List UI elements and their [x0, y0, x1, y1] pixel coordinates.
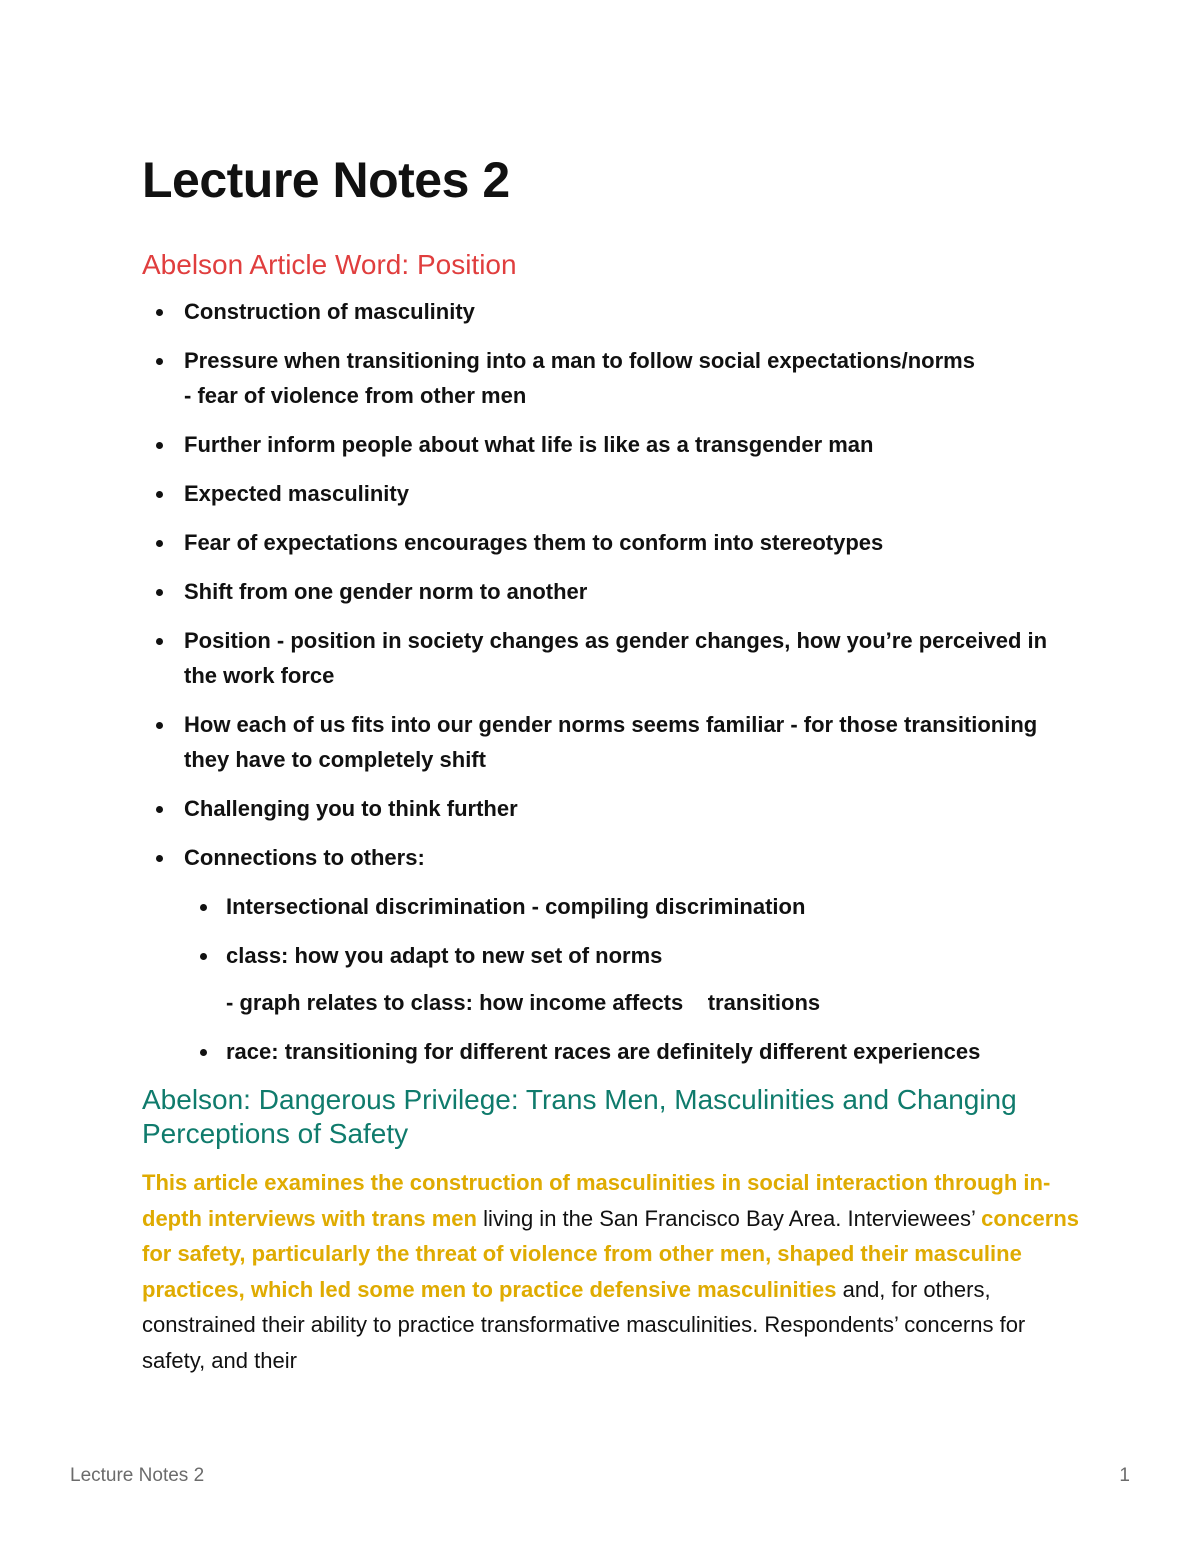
bullet-icon	[200, 1049, 207, 1056]
section-heading-article: Abelson: Dangerous Privilege: Trans Men, Masculinities and Changing Perceptions of Safety	[142, 1084, 1017, 1149]
bullet-icon	[156, 806, 163, 813]
footer-title: Lecture Notes 2	[70, 1465, 205, 1486]
sub-list-item: race: transitioning for different races are definitely different experiences	[184, 1034, 1082, 1069]
bullet-icon	[156, 589, 163, 596]
list-item: Fear of expectations encourages them to conform into stereotypes	[142, 525, 1082, 560]
list-item: Challenging you to think further	[142, 791, 1082, 826]
highlighted-text: This article examines the construction of masculinities in social interaction through in-depth interviews with trans men	[142, 1170, 1051, 1231]
list-item: Position - position in society changes as gender changes, how you’re perceived in the work force	[142, 623, 1082, 693]
page-title: Lecture Notes 2	[142, 152, 510, 208]
list-item: Expected masculinity	[142, 476, 1082, 511]
document-content	[142, 150, 1082, 1378]
bullet-icon	[156, 540, 163, 547]
bullet-icon	[156, 638, 163, 645]
bullet-icon	[156, 855, 163, 862]
paragraph-text: living in the San Francisco Bay Area. Interviewees’	[476, 1205, 982, 1231]
section-heading-position: Abelson Article Word: Position	[142, 249, 517, 280]
sub-list-item: class: how you adapt to new set of norms - graph relates to class: how income affects transitions	[184, 938, 1082, 1020]
bullet-icon	[156, 722, 163, 729]
article-summary-paragraph	[142, 1165, 1082, 1378]
list-item: Construction of masculinity	[142, 294, 1082, 329]
highlighted-text: concerns for safety, particularly the threat of violence from other men, shaped their masculine practices, which led some men to practice defensive masculinities	[142, 1205, 1079, 1302]
list-item: Shift from one gender norm to another	[142, 574, 1082, 609]
bullet-icon	[156, 309, 163, 316]
page-number: 1	[1119, 1465, 1130, 1486]
paragraph-text: and, for others, constrained their ability to practice transformative masculinities. Respondents’ concerns for safety, and their	[142, 1276, 1026, 1373]
sub-list-item: Intersectional discrimination - compiling discrimination	[184, 889, 1082, 924]
bullet-list	[142, 294, 1082, 1069]
list-item: Connections to others: Intersectional discrimination - compiling discrimination class: how you adapt to new set of norms - graph relates to class: how income affects transitions race: transitioning for different races are definitely different experiences	[142, 840, 1082, 1069]
list-item: How each of us fits into our gender norms seems familiar - for those transitioning they have to completely shift	[142, 707, 1082, 777]
list-item: Pressure when transitioning into a man to follow social expectations/norms - fear of violence from other men	[142, 343, 1082, 413]
list-item: Further inform people about what life is like as a transgender man	[142, 427, 1082, 462]
sub-bullet-list	[184, 889, 1082, 1069]
bullet-icon	[156, 358, 163, 365]
bullet-icon	[156, 442, 163, 449]
bullet-icon	[200, 953, 207, 960]
bullet-icon	[156, 491, 163, 498]
bullet-icon	[200, 904, 207, 911]
